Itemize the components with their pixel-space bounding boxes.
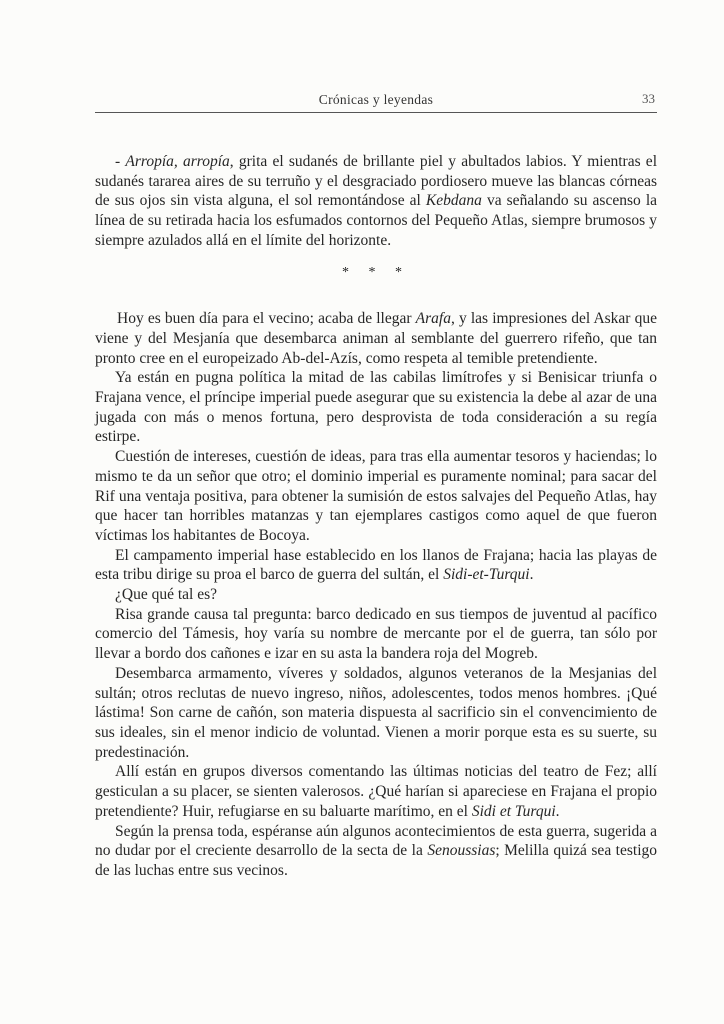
paragraph (95, 368, 657, 447)
text-run: . (529, 566, 534, 584)
page-header (95, 90, 657, 113)
text-run: va señalando su ascenso la línea de su retirada hacia los esfumados contornos del Pequeño Atlas, siempre brumosos y siempre azulados allá en el límite del horizonte. (95, 192, 658, 249)
text-run: Cuestión de intereses, cuestión de ideas, para tras ella aumentar tesoros y haciendas; lo mismo te da un señor que otro; el dominio imperial es puramente nominal; para sacar del Rif una ventaja positiva, para obtener la sumisión de estos salvajes del Pequeño Atlas, hay que hacer tan horribles matanzas y tan ejemplares castigos como aquel de que fueron víctimas los habitantes de Bocoya. (95, 448, 657, 544)
text-run: Risa grande causa tal pregunta: barco dedicado en sus tiempos de juventud al pacífico comercio del Támesis, hoy varía su nombre de mercante por el de guerra, tan sólo por llevar a bordo dos cañones e izar en su asta la bandera roja del Mogreb. (95, 605, 657, 663)
paragraph (95, 605, 657, 664)
text-run: . (555, 802, 560, 820)
text-run: Allí están en grupos diversos comentando las últimas noticias del teatro de Fez; allí gesticulan a su placer, se sienten valerosos. ¿Qué harían si apareciese en Frajana el propio pretendiente? Huir, refugiarse en su baluarte marítimo, en el (95, 763, 657, 820)
text-run: El campamento imperial hase establecido en los llanos de Frajana; hacia las playas de esta tribu dirige su proa el barco de guerra del sultán, el (95, 546, 657, 584)
paragraph (95, 762, 657, 821)
text-run: ¿Que qué tal es? (115, 586, 217, 604)
text-run: , grita el sudanés de brillante piel y abultados labios. Y mientras el sudanés tararea aires de su terruño y el desgraciado pordiosero mueve las blancas córneas de sus ojos sin vista alguna, el sol remontándose al (95, 153, 657, 210)
text-run: Ya están en pugna política la mitad de las cabilas limítrofes y si Benisicar triunfa o Frajana vence, el príncipe imperial puede asegurar que su existencia la debe al azar de una jugada con más o menos fortuna, pero desprovista de toda consideración a su regía estirpe. (95, 369, 657, 446)
text-run: , y las impresiones del Askar que viene y del Mesjanía que desembarca animan al semblante del guerrero rifeño, que tan pronto cree en el europeizado Ab-del-Azís, como respeta al temible pretendiente. (95, 310, 657, 367)
paragraph (95, 152, 657, 251)
text-run: Desembarca armamento, víveres y soldados, algunos veteranos de la Mesjanias del sultán; otros reclutas de nuevo ingreso, niños, adolescentes, todos menos hombres. ¡Qué lástima! Son carne de cañón, son materia dispuesta al sacrificio sin el convencimiento de sus ideales, sin el menor indicio de voluntad. Vienen a morir porque esta es su suerte, su predestinación. (95, 664, 657, 761)
text-run: Según la prensa toda, espéranse aún algunos acontecimientos de esta guerra, sugerida a no dudar por el creciente desarrollo de la secta de la (95, 822, 657, 860)
page-number: 33 (642, 91, 655, 106)
italic-text: Sidi et Turqui (471, 802, 556, 820)
paragraph (95, 822, 657, 881)
paragraph (95, 309, 657, 368)
paragraph (95, 585, 657, 605)
italic-text: Senoussias (427, 842, 496, 860)
section-separator: * * * (342, 264, 410, 280)
italic-text: Sidi-et-Turqui (443, 566, 530, 584)
text-run: Hoy es buen día para el vecino; acaba de llegar (117, 310, 416, 328)
running-title: Crónicas y leyendas (318, 92, 434, 107)
paragraph (95, 664, 657, 763)
paragraph (95, 546, 657, 585)
body-text (95, 152, 657, 881)
italic-text: Arropía, arropía (125, 153, 230, 170)
text-run: ; Melilla quizá sea testigo de las luchas entre sus vecinos. (95, 842, 657, 879)
text-run: - (115, 153, 126, 170)
italic-text: Kebdana (425, 192, 482, 210)
paragraph (95, 447, 657, 546)
italic-text: Arafa (415, 310, 451, 328)
